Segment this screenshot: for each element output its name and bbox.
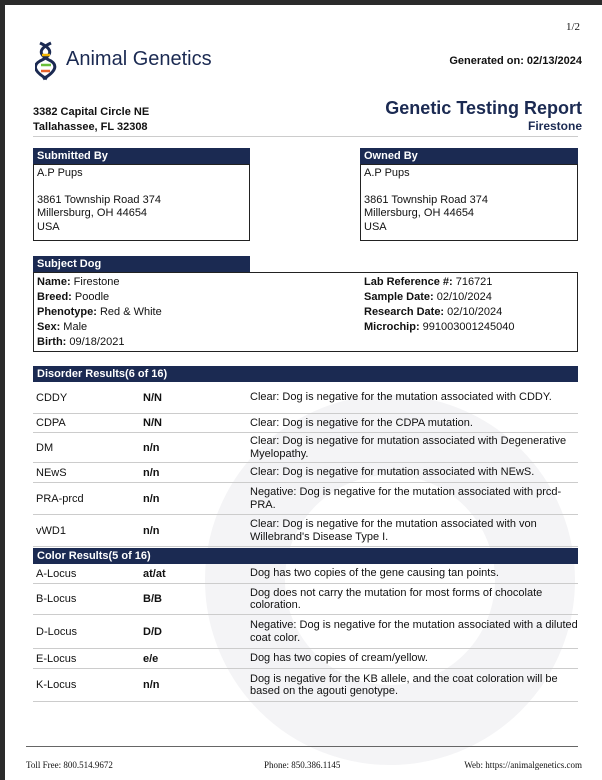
field-label: Breed:	[37, 291, 72, 303]
genotype: n/n	[143, 679, 160, 691]
genotype: N/N	[143, 417, 162, 429]
field-value: 991003001245040	[419, 321, 515, 333]
address-line: 3861 Township Road 374	[364, 193, 488, 206]
test-name: CDPA	[36, 417, 66, 429]
footer-divider	[26, 746, 578, 747]
subject-field	[37, 305, 364, 320]
section-header: Subject Dog	[33, 256, 250, 272]
field-value: 09/18/2021	[66, 336, 125, 348]
section-header: Submitted By	[33, 148, 250, 164]
test-name: NEwS	[36, 466, 67, 479]
field-value: 02/10/2024	[444, 306, 503, 318]
test-name: B-Locus	[36, 593, 77, 605]
address-line: Millersburg, OH 44654	[364, 207, 475, 219]
result-description: Clear: Dog is negative for the mutation associated with von Willebrand's Disease Type I.	[250, 518, 537, 543]
table-row	[33, 615, 578, 649]
test-name: DM	[36, 441, 54, 454]
field-value: 02/10/2024	[433, 291, 492, 303]
address-line: USA	[37, 220, 60, 233]
field-label: Research Date:	[364, 306, 445, 318]
address-line: USA	[364, 220, 387, 233]
field-value: Red & White	[96, 306, 162, 318]
footer-web[interactable]: Web: https://animalgenetics.com	[464, 760, 582, 770]
page-number: 1/2	[565, 21, 580, 33]
report-heading	[385, 98, 582, 133]
genotype: at/at	[143, 567, 166, 580]
genotype: N/N	[143, 391, 162, 404]
field-label: Sex:	[37, 321, 61, 333]
brand-name: Animal Genetics	[66, 48, 212, 70]
test-name: D-Locus	[36, 625, 77, 638]
table-row	[33, 433, 578, 463]
result-description: Dog does not carry the mutation for most forms of chocolate coloration.	[250, 586, 543, 611]
subject-dog-section	[33, 256, 578, 352]
submitted-by-section	[33, 148, 250, 241]
field-label: Sample Date:	[364, 291, 434, 303]
genotype: n/n	[143, 466, 160, 479]
address-line: Millersburg, OH 44654	[37, 207, 148, 219]
test-name: vWD1	[36, 524, 66, 537]
field-value: Firestone	[70, 276, 120, 288]
genotype: e/e	[143, 652, 159, 665]
address-line: 3382 Capital Circle NE	[33, 106, 150, 118]
field-label: Name:	[37, 276, 71, 288]
owned-by-section	[360, 148, 578, 241]
address-line: 3861 Township Road 374	[37, 193, 161, 206]
result-description: Dog has two copies of cream/yellow.	[250, 652, 428, 665]
table-row	[33, 483, 578, 515]
divider	[33, 136, 578, 137]
genotype: B/B	[143, 593, 162, 605]
field-label: Phenotype:	[37, 306, 97, 318]
generated-date: Generated on: 02/13/2024	[449, 55, 582, 67]
subject-field	[364, 275, 514, 290]
footer-phone: Phone: 850.386.1145	[264, 760, 341, 770]
section-header: Owned By	[360, 148, 578, 164]
result-description: Dog has two copies of the gene causing tan points.	[250, 567, 499, 580]
table-row	[33, 414, 578, 433]
result-description: Clear: Dog is negative for the mutation associated with CDDY.	[250, 391, 552, 404]
result-description: Negative: Dog is negative for the mutation associated with prcd-PRA.	[250, 486, 562, 511]
subject-field	[37, 320, 364, 335]
table-row	[33, 649, 578, 669]
disorder-results-table	[33, 366, 578, 702]
test-name: CDDY	[36, 391, 68, 404]
table-row	[33, 584, 578, 615]
field-value: Poodle	[71, 291, 110, 303]
result-description: Clear: Dog is negative for mutation associated with NEwS.	[250, 466, 535, 479]
subject-field	[364, 290, 514, 305]
table-row	[33, 515, 578, 547]
address-line: Tallahassee, FL 32308	[33, 121, 148, 133]
field-label: Lab Reference #:	[364, 276, 453, 288]
result-description: Negative: Dog is negative for the mutation associated with a diluted coat color.	[250, 619, 578, 644]
table-row	[33, 669, 578, 702]
genotype: n/n	[143, 524, 160, 537]
result-description: Dog is negative for the KB allele, and the coat coloration will be based on the agouti genotype.	[250, 672, 558, 697]
subject-field	[364, 305, 514, 320]
result-description: Clear: Dog is negative for mutation associated with Degenerative Myelopathy.	[250, 435, 567, 460]
subject-field	[37, 335, 364, 350]
field-label: Microchip:	[364, 321, 420, 333]
field-value: Male	[60, 321, 88, 333]
submitter-name: A.P Pups	[37, 167, 83, 179]
genotype: n/n	[143, 492, 160, 505]
report-dog-name: Firestone	[527, 119, 582, 133]
report-page	[5, 5, 602, 780]
table-row	[33, 382, 578, 414]
section-header: Color Results(5 of 16)	[33, 548, 578, 564]
dna-logo-icon	[35, 41, 57, 81]
owner-name: A.P Pups	[364, 167, 410, 179]
lab-address	[33, 105, 149, 135]
genotype: D/D	[143, 625, 162, 638]
test-name: A-Locus	[36, 567, 77, 580]
section-header: Disorder Results(6 of 16)	[33, 366, 578, 382]
field-value: 716721	[452, 276, 493, 288]
subject-field	[37, 290, 364, 305]
table-row	[33, 564, 578, 584]
result-description: Clear: Dog is negative for the CDPA mutation.	[250, 416, 473, 429]
subject-field	[364, 320, 514, 335]
test-name: E-Locus	[36, 652, 77, 665]
subject-field	[37, 275, 364, 290]
genotype: n/n	[143, 441, 160, 454]
test-name: K-Locus	[36, 679, 77, 691]
table-row	[33, 463, 578, 483]
test-name: PRA-prcd	[36, 492, 84, 505]
field-label: Birth:	[37, 336, 67, 348]
footer-toll-free: Toll Free: 800.514.9672	[26, 760, 113, 770]
report-title: Genetic Testing Report	[385, 98, 582, 118]
